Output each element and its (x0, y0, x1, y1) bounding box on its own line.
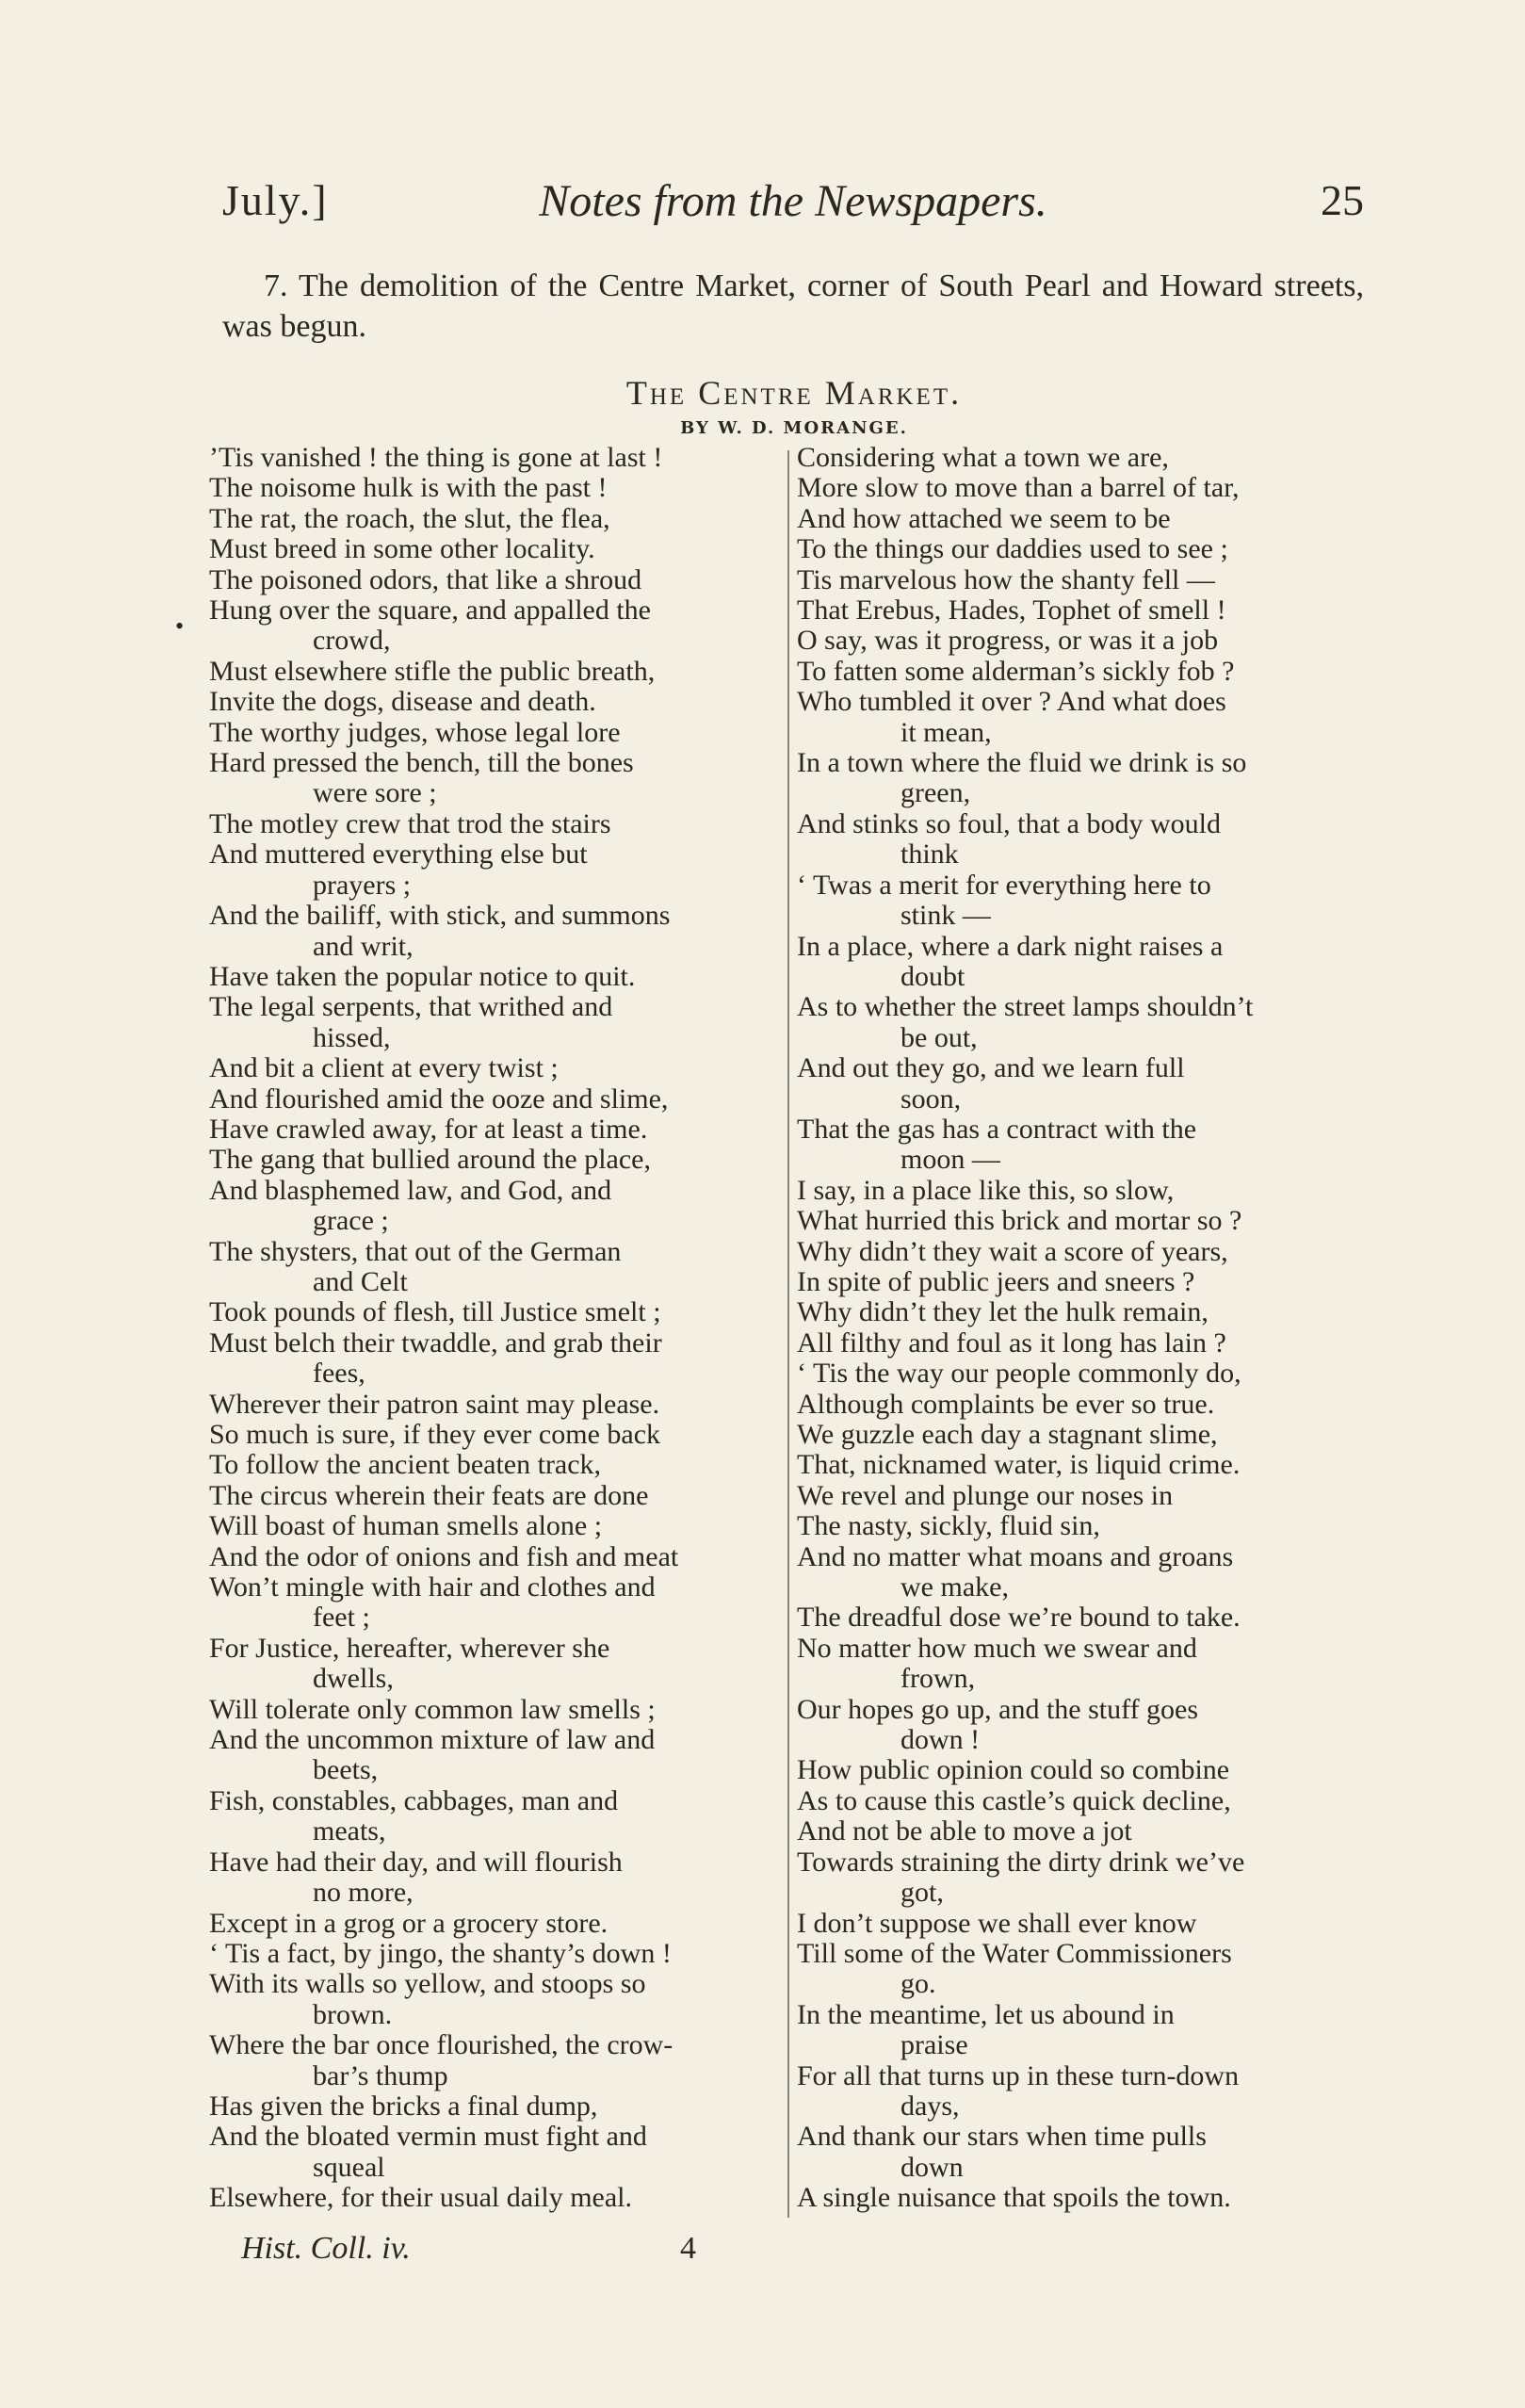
poem-line: ’Tis vanished ! the thing is gone at last ! (209, 442, 663, 473)
poem-line: The rat, the roach, the slut, the flea, (209, 502, 610, 534)
poem-line: crowd, (313, 625, 391, 657)
column-divider (787, 450, 789, 2218)
poem-line: Wherever their patron saint may please. (209, 1388, 660, 1420)
poem-line: Will boast of human smells alone ; (209, 1510, 603, 1542)
poem-line: be out, (900, 1021, 978, 1053)
poem-line: Has given the bricks a final dump, (209, 2090, 598, 2122)
poem-line: Must breed in some other locality. (209, 533, 595, 565)
poem-line: it mean, (900, 716, 992, 748)
poem-line: To fatten some alderman’s sickly fob ? (797, 655, 1235, 687)
poem-line: Will tolerate only common law smells ; (209, 1693, 656, 1725)
poem-byline: BY W. D. MORANGE. (680, 418, 908, 438)
poem-line: Have had their day, and will flourish (209, 1846, 623, 1878)
poem-left-column (209, 443, 774, 2214)
poem-line: The legal serpents, that writhed and (209, 991, 613, 1023)
poem-line: Why didn’t they wait a score of years, (797, 1235, 1228, 1267)
poem-line: Our hopes go up, and the stuff goes (797, 1693, 1199, 1725)
poem-line: And the bailiff, with stick, and summons (209, 900, 671, 932)
poem-line: The gang that bullied around the place, (209, 1144, 651, 1176)
poem-line: Must elsewhere stifle the public breath, (209, 655, 656, 687)
poem-line: In a town where the fluid we drink is so (797, 747, 1247, 779)
header-month: July.] (222, 176, 329, 224)
poem-line: For all that turns up in these turn-down (797, 2059, 1240, 2091)
poem-line: O say, was it progress, or was it a job (797, 625, 1219, 657)
poem-line: And bit a client at every twist ; (209, 1052, 559, 1084)
poem-line: How public opinion could so combine (797, 1754, 1230, 1786)
poem-line: As to whether the street lamps shouldn’t (797, 991, 1254, 1023)
margin-dot: • (175, 612, 185, 640)
poem-line: I don’t suppose we shall ever know (797, 1907, 1197, 1939)
poem-line: fees, (313, 1358, 365, 1390)
poem-line: moon — (900, 1144, 1000, 1176)
poem-line: think (900, 838, 959, 870)
poem-line: grace ; (313, 1205, 389, 1237)
poem-line: And out they go, and we learn full (797, 1052, 1185, 1084)
poem-right-column (797, 443, 1362, 2214)
poem-line: With its walls so yellow, and stoops so (209, 1968, 646, 2000)
poem-line: Hard pressed the bench, till the bones (209, 747, 634, 779)
poem-line: And muttered everything else but (209, 838, 588, 870)
poem-line: All filthy and foul as it long has lain ? (797, 1326, 1226, 1359)
poem-line: To the things our daddies used to see ; (797, 533, 1228, 565)
poem-line: meats, (313, 1815, 386, 1847)
poem-line: Till some of the Water Commissioners (797, 1937, 1232, 1969)
poem-line: Elsewhere, for their usual daily meal. (209, 2182, 633, 2214)
poem-line: soon, (900, 1082, 962, 1115)
poem-line: And stinks so foul, that a body would (797, 807, 1221, 839)
poem-line: were sore ; (313, 777, 437, 809)
poem-line: and Celt (313, 1265, 408, 1297)
poem-line: And not be able to move a jot (797, 1815, 1132, 1847)
poem-line: That Erebus, Hades, Tophet of smell ! (797, 594, 1226, 626)
poem-line: Invite the dogs, disease and death. (209, 686, 596, 718)
poem-line: dwells, (313, 1663, 394, 1695)
entry-text: 7. The demolition of the Centre Market, corner of South Pearl and Howard streets, was begun. (222, 268, 1364, 344)
poem-line: Towards straining the dirty drink we’ve (797, 1846, 1245, 1878)
poem-line: bar’s thump (313, 2059, 448, 2091)
poem-line: No matter how much we swear and (797, 1632, 1197, 1664)
poem-line: The nasty, sickly, fluid sin, (797, 1510, 1100, 1542)
page-number: 25 (1321, 176, 1364, 224)
poem-line: squeal (313, 2151, 385, 2183)
poem-line: ‘ Tis a fact, by jingo, the shanty’s down ! (209, 1937, 672, 1969)
poem-line: Although complaints be ever so true. (797, 1388, 1215, 1420)
poem-line: Why didn’t they let the hulk remain, (797, 1296, 1209, 1328)
footer-sheet-number: 4 (680, 2231, 696, 2266)
poem-line: doubt (900, 960, 965, 992)
poem-line: days, (900, 2090, 960, 2122)
poem-line: Except in a grog or a grocery store. (209, 1907, 608, 1939)
poem-line: no more, (313, 1877, 414, 1909)
poem-line: ‘ Twas a merit for everything here to (797, 869, 1211, 901)
poem-line: To follow the ancient beaten track, (209, 1449, 602, 1481)
news-entry (222, 266, 1364, 347)
poem-line: Won’t mingle with hair and clothes and (209, 1571, 656, 1603)
poem-line: brown. (313, 1998, 393, 2030)
poem-line: down ! (900, 1724, 981, 1756)
poem-line: stink — (900, 900, 991, 932)
poem-line: The dreadful dose we’re bound to take. (797, 1602, 1241, 1634)
poem-line: green, (900, 777, 971, 809)
poem-line: prayers ; (313, 869, 412, 901)
poem-line: Who tumbled it over ? And what does (797, 686, 1226, 718)
poem-line: The shysters, that out of the German (209, 1235, 622, 1267)
running-head (222, 175, 1364, 241)
poem-line: As to cause this castle’s quick decline, (797, 1784, 1231, 1816)
poem-line: go. (900, 1968, 936, 2000)
poem-line: we make, (900, 1571, 1009, 1603)
poem-line: praise (900, 2029, 968, 2061)
poem-line: feet ; (313, 1602, 370, 1634)
poem-line: I say, in a place like this, so slow, (797, 1174, 1175, 1206)
poem-line: More slow to move than a barrel of tar, (797, 472, 1240, 504)
poem-line: The motley crew that trod the stairs (209, 807, 611, 839)
poem-line: The worthy judges, whose legal lore (209, 716, 621, 748)
poem-line: And the odor of onions and fish and meat (209, 1540, 679, 1572)
poem-line: We guzzle each day a stagnant slime, (797, 1419, 1218, 1450)
poem-line: Considering what a town we are, (797, 442, 1169, 473)
poem-line: And no matter what moans and groans (797, 1540, 1234, 1572)
poem-line: The poisoned odors, that like a shroud (209, 563, 642, 595)
poem-line: down (900, 2151, 964, 2183)
poem-line: In a place, where a dark night raises a (797, 930, 1224, 962)
poem-line: Fish, constables, cabbages, man and (209, 1784, 619, 1816)
poem-line: Hung over the square, and appalled the (209, 594, 651, 626)
footer-signature: Hist. Coll. iv. (241, 2231, 411, 2266)
poem-line: Took pounds of flesh, till Justice smelt ; (209, 1296, 661, 1328)
poem-line: So much is sure, if they ever come back (209, 1419, 661, 1450)
poem-line: Where the bar once flourished, the crow- (209, 2029, 673, 2061)
poem-line: Have crawled away, for at least a time. (209, 1113, 648, 1145)
poem-line: Have taken the popular notice to quit. (209, 960, 636, 992)
poem-line: and writ, (313, 930, 414, 962)
poem-line: That, nicknamed water, is liquid crime. (797, 1449, 1241, 1481)
poem-line: ‘ Tis the way our people commonly do, (797, 1358, 1241, 1390)
poem-title: The Centre Market. (625, 374, 963, 412)
poem-line: got, (900, 1877, 944, 1909)
poem-line: In the meantime, let us abound in (797, 1998, 1175, 2030)
poem-line: beets, (313, 1754, 379, 1786)
poem-line: A single nuisance that spoils the town. (797, 2182, 1231, 2214)
poem-line: And the uncommon mixture of law and (209, 1724, 656, 1756)
poem-line: We revel and plunge our noses in (797, 1479, 1174, 1511)
poem-line: And how attached we seem to be (797, 502, 1171, 534)
poem-line: For Justice, hereafter, wherever she (209, 1632, 610, 1664)
header-title: Notes from the Newspapers. (539, 176, 1047, 226)
poem-line: Tis marvelous how the shanty fell — (797, 563, 1215, 595)
poem-line: What hurried this brick and mortar so ? (797, 1205, 1242, 1237)
poem-line: frown, (900, 1663, 976, 1695)
poem-line: In spite of public jeers and sneers ? (797, 1265, 1195, 1297)
poem-line: And thank our stars when time pulls (797, 2121, 1207, 2153)
poem-line: And blasphemed law, and God, and (209, 1174, 612, 1206)
poem-line: Must belch their twaddle, and grab their (209, 1326, 662, 1359)
poem-line: hissed, (313, 1021, 391, 1053)
poem-line: That the gas has a contract with the (797, 1113, 1197, 1145)
poem-line: And flourished amid the ooze and slime, (209, 1082, 669, 1115)
poem-line: And the bloated vermin must fight and (209, 2121, 647, 2153)
poem-line: The noisome hulk is with the past ! (209, 472, 608, 504)
poem-line: The circus wherein their feats are done (209, 1479, 649, 1511)
